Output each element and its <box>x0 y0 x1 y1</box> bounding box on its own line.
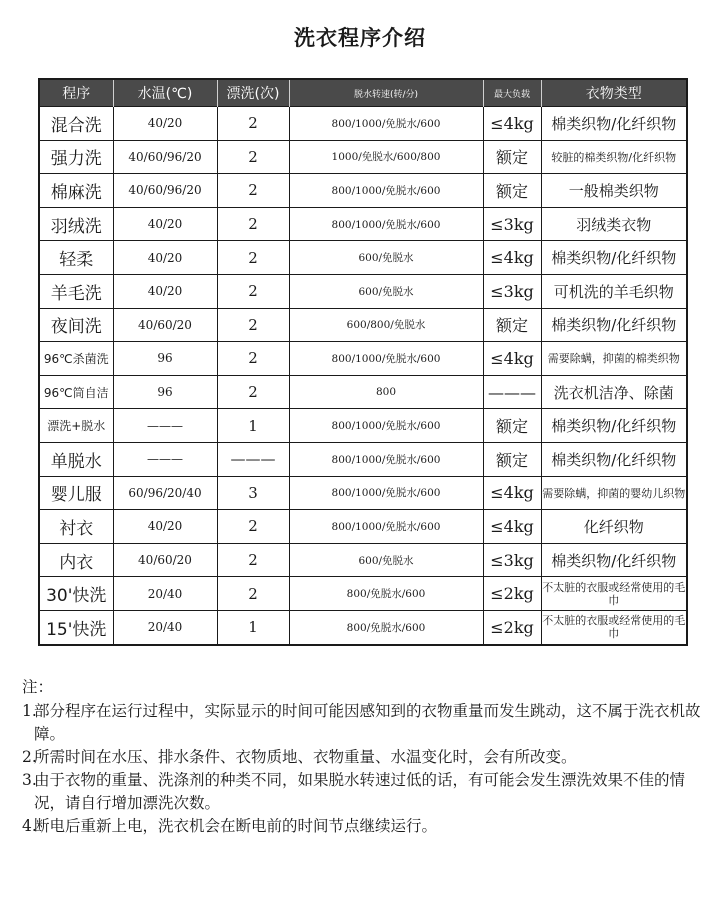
program-cell: 强力洗 <box>39 140 113 174</box>
rinse-cell: 1 <box>217 610 289 644</box>
spin-cell: 800/1000/免脱水/600 <box>289 442 483 476</box>
table-row <box>39 409 687 443</box>
clothes-cell: 棉类织物/化纤织物 <box>541 409 687 443</box>
table-row <box>39 241 687 275</box>
note-text: 部分程序在运行过程中，实际显示的时间可能因感知到的衣物重量而发生跳动，这不属于洗衣机故障。 <box>34 702 701 743</box>
table-row <box>39 510 687 544</box>
load-cell: 额定 <box>483 409 541 443</box>
spin-cell: 800/1000/免脱水/600 <box>289 476 483 510</box>
program-cell: 羽绒洗 <box>39 207 113 241</box>
table-row <box>39 174 687 208</box>
table-row <box>39 140 687 174</box>
program-cell: 单脱水 <box>39 442 113 476</box>
clothes-cell: 棉类织物/化纤织物 <box>541 107 687 141</box>
temp-cell: 40/20 <box>113 510 217 544</box>
clothes-cell: 不太脏的衣服或经常使用的毛巾 <box>541 577 687 611</box>
rinse-cell: 2 <box>217 510 289 544</box>
table-row <box>39 308 687 342</box>
rinse-cell: 2 <box>217 342 289 376</box>
rinse-cell: 2 <box>217 107 289 141</box>
table-row <box>39 107 687 141</box>
load-cell: ≤3kg <box>483 207 541 241</box>
program-cell: 棉麻洗 <box>39 174 113 208</box>
header-rinse: 漂洗(次) <box>217 79 289 107</box>
temp-cell: 40/60/20 <box>113 543 217 577</box>
clothes-cell: 一般棉类织物 <box>541 174 687 208</box>
load-cell: ≤4kg <box>483 241 541 275</box>
header-load: 最大负载 <box>483 79 541 107</box>
temp-cell: 40/20 <box>113 274 217 308</box>
program-cell: 内衣 <box>39 543 113 577</box>
clothes-cell: 羽绒类衣物 <box>541 207 687 241</box>
spin-cell: 600/800/免脱水 <box>289 308 483 342</box>
temp-cell: 40/60/96/20 <box>113 174 217 208</box>
program-cell: 30'快洗 <box>39 577 113 611</box>
rinse-cell: 2 <box>217 375 289 409</box>
rinse-cell: 2 <box>217 174 289 208</box>
spin-cell: 800/免脱水/600 <box>289 577 483 611</box>
program-cell: 衬衣 <box>39 510 113 544</box>
clothes-cell: 棉类织物/化纤织物 <box>541 241 687 275</box>
program-table <box>38 78 688 646</box>
spin-cell: 800 <box>289 375 483 409</box>
program-cell: 婴儿服 <box>39 476 113 510</box>
rinse-cell: ——— <box>217 442 289 476</box>
spin-cell: 1000/免脱水/600/800 <box>289 140 483 174</box>
load-cell: ≤2kg <box>483 577 541 611</box>
program-cell: 羊毛洗 <box>39 274 113 308</box>
table-header-row <box>39 79 687 107</box>
program-cell: 轻柔 <box>39 241 113 275</box>
header-spin: 脱水转速(转/分) <box>289 79 483 107</box>
program-cell: 漂洗+脱水 <box>39 409 113 443</box>
temp-cell: 60/96/20/40 <box>113 476 217 510</box>
program-cell: 夜间洗 <box>39 308 113 342</box>
note-number: 1. <box>22 702 37 720</box>
table-row <box>39 610 687 644</box>
load-cell: 额定 <box>483 442 541 476</box>
program-cell: 混合洗 <box>39 107 113 141</box>
load-cell: ≤3kg <box>483 543 541 577</box>
notes-section <box>22 676 712 838</box>
rinse-cell: 2 <box>217 308 289 342</box>
table-row <box>39 543 687 577</box>
load-cell: ≤4kg <box>483 476 541 510</box>
notes-label: 注： <box>22 678 54 696</box>
header-program: 程序 <box>39 79 113 107</box>
program-cell: 96℃杀菌洗 <box>39 342 113 376</box>
load-cell: 额定 <box>483 174 541 208</box>
clothes-cell: 棉类织物/化纤织物 <box>541 308 687 342</box>
table-row <box>39 577 687 611</box>
temp-cell: 40/20 <box>113 107 217 141</box>
temp-cell: ——— <box>113 442 217 476</box>
note-text: 所需时间在水压、排水条件、衣物质地、衣物重量、水温变化时，会有所改变。 <box>34 748 577 766</box>
note-number: 4. <box>22 817 37 835</box>
spin-cell: 800/1000/免脱水/600 <box>289 174 483 208</box>
spin-cell: 800/免脱水/600 <box>289 610 483 644</box>
note-item <box>22 746 712 769</box>
clothes-cell: 较脏的棉类织物/化纤织物 <box>541 140 687 174</box>
rinse-cell: 2 <box>217 207 289 241</box>
note-number: 2. <box>22 748 37 766</box>
spin-cell: 800/1000/免脱水/600 <box>289 207 483 241</box>
spin-cell: 600/免脱水 <box>289 274 483 308</box>
table-row <box>39 274 687 308</box>
clothes-cell: 需要除螨，抑菌的婴幼儿织物 <box>541 476 687 510</box>
load-cell: ≤3kg <box>483 274 541 308</box>
spin-cell: 800/1000/免脱水/600 <box>289 107 483 141</box>
table-row <box>39 442 687 476</box>
note-item <box>22 815 712 838</box>
program-cell: 15'快洗 <box>39 610 113 644</box>
clothes-cell: 不太脏的衣服或经常使用的毛巾 <box>541 610 687 644</box>
spin-cell: 800/1000/免脱水/600 <box>289 409 483 443</box>
load-cell: ≤4kg <box>483 342 541 376</box>
clothes-cell: 棉类织物/化纤织物 <box>541 543 687 577</box>
page-title: 洗衣程序介绍 <box>294 26 426 50</box>
temp-cell: 40/60/20 <box>113 308 217 342</box>
clothes-cell: 洗衣机洁净、除菌 <box>541 375 687 409</box>
clothes-cell: 化纤织物 <box>541 510 687 544</box>
note-number: 3. <box>22 771 37 789</box>
load-cell: 额定 <box>483 308 541 342</box>
temp-cell: 20/40 <box>113 577 217 611</box>
rinse-cell: 2 <box>217 543 289 577</box>
temp-cell: 40/20 <box>113 207 217 241</box>
temp-cell: 40/20 <box>113 241 217 275</box>
temp-cell: 40/60/96/20 <box>113 140 217 174</box>
temp-cell: 96 <box>113 375 217 409</box>
header-temp: 水温(℃) <box>113 79 217 107</box>
temp-cell: ——— <box>113 409 217 443</box>
load-cell: ≤4kg <box>483 510 541 544</box>
note-text: 断电后重新上电，洗衣机会在断电前的时间节点继续运行。 <box>34 817 438 835</box>
load-cell: ——— <box>483 375 541 409</box>
temp-cell: 96 <box>113 342 217 376</box>
spin-cell: 800/1000/免脱水/600 <box>289 342 483 376</box>
table-row <box>39 375 687 409</box>
rinse-cell: 1 <box>217 409 289 443</box>
rinse-cell: 3 <box>217 476 289 510</box>
rinse-cell: 2 <box>217 140 289 174</box>
table-row <box>39 342 687 376</box>
spin-cell: 600/免脱水 <box>289 543 483 577</box>
temp-cell: 20/40 <box>113 610 217 644</box>
table-row <box>39 207 687 241</box>
program-cell: 96℃筒自洁 <box>39 375 113 409</box>
spin-cell: 800/1000/免脱水/600 <box>289 510 483 544</box>
clothes-cell: 需要除螨，抑菌的棉类织物 <box>541 342 687 376</box>
note-item <box>22 700 712 746</box>
load-cell: ≤4kg <box>483 107 541 141</box>
rinse-cell: 2 <box>217 577 289 611</box>
rinse-cell: 2 <box>217 241 289 275</box>
rinse-cell: 2 <box>217 274 289 308</box>
spin-cell: 600/免脱水 <box>289 241 483 275</box>
clothes-cell: 可机洗的羊毛织物 <box>541 274 687 308</box>
note-text: 由于衣物的重量、洗涤剂的种类不同，如果脱水转速过低的话，有可能会发生漂洗效果不佳的情况，请自行增加漂洗次数。 <box>34 771 686 812</box>
clothes-cell: 棉类织物/化纤织物 <box>541 442 687 476</box>
table-row <box>39 476 687 510</box>
load-cell: 额定 <box>483 140 541 174</box>
header-clothes: 衣物类型 <box>541 79 687 107</box>
note-item <box>22 769 712 815</box>
load-cell: ≤2kg <box>483 610 541 644</box>
